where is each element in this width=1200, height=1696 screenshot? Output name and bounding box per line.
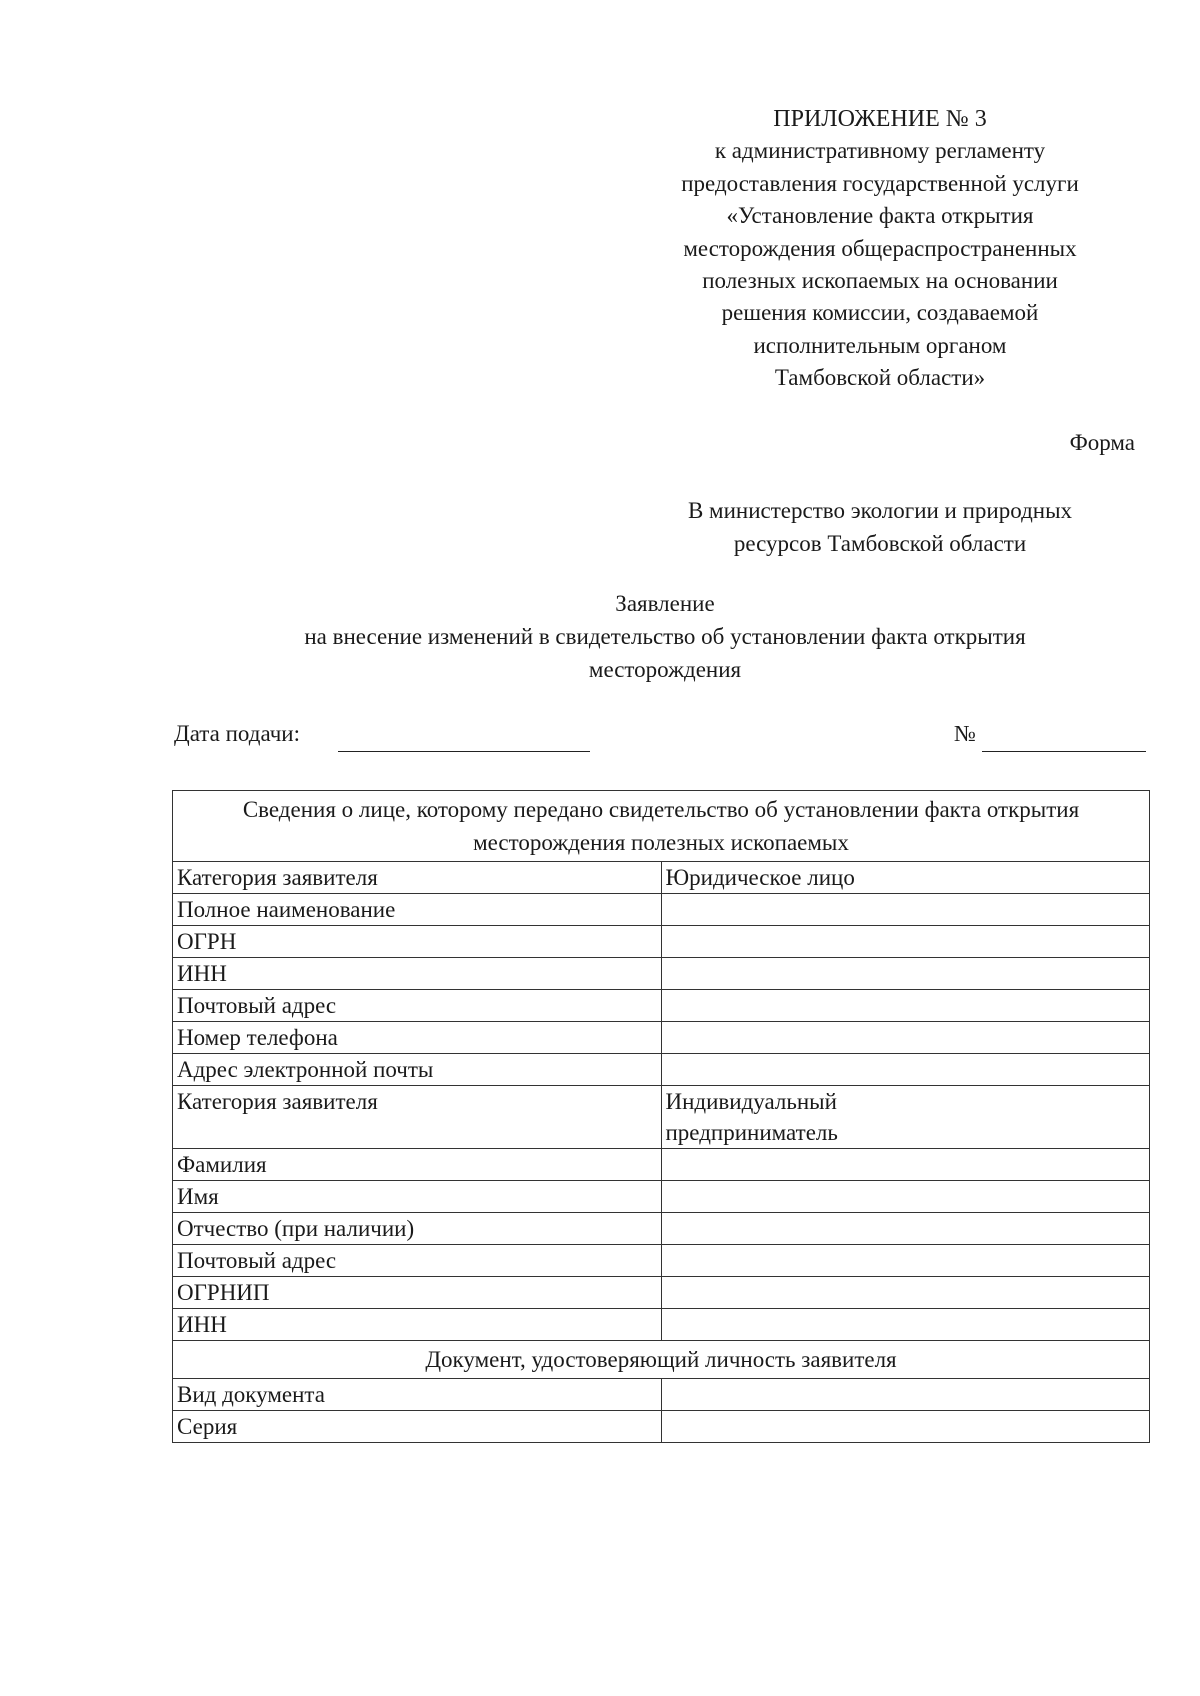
document-title [175,587,1155,686]
addressee-line: ресурсов Тамбовской области [733,531,1027,556]
appendix-heading: ПРИЛОЖЕНИЕ № 3 [773,106,987,132]
number-field[interactable] [982,751,1146,752]
table-row [173,1277,1150,1309]
row-label: Почтовый адрес [173,990,662,1022]
row-label: Фамилия [173,1149,662,1181]
row-value[interactable] [661,1245,1150,1277]
row-value[interactable] [661,958,1150,990]
row-value[interactable] [661,990,1150,1022]
row-label: ИНН [173,1309,662,1341]
row-value[interactable] [661,926,1150,958]
table-row [173,894,1150,926]
category-value-line: Индивидуальный [665,1089,837,1114]
application-form-table [172,790,1150,1443]
table-row [173,1022,1150,1054]
addressee-block [630,494,1130,560]
appendix-line: решения комиссии, создаваемой [721,300,1039,326]
form-label: Форма [1069,430,1135,455]
row-label: Почтовый адрес [173,1245,662,1277]
appendix-line: к административному регламенту [714,138,1046,164]
row-label: Серия [173,1411,662,1443]
appendix-line: предоставления государственной услуги [681,170,1079,196]
row-value[interactable] [661,894,1150,926]
appendix-line: исполнительным органом [753,332,1007,358]
row-value[interactable] [661,1379,1150,1411]
row-label: Полное наименование [173,894,662,926]
table-row [173,1054,1150,1086]
row-label: Категория заявителя [173,862,662,894]
row-value[interactable]: Юридическое лицо [661,862,1150,894]
row-label: Имя [173,1181,662,1213]
number-label: № [954,721,976,746]
table-row [173,1411,1150,1443]
table-row [173,1245,1150,1277]
row-label: Отчество (при наличии) [173,1213,662,1245]
row-value[interactable] [661,1277,1150,1309]
appendix-line: полезных ископаемых на основании [702,268,1058,294]
table-row [173,1213,1150,1245]
table-row [173,958,1150,990]
date-number-row [174,721,1146,761]
row-label: ИНН [173,958,662,990]
appendix-block [630,103,1130,395]
table-row [173,1341,1150,1379]
section-heading: Документ, удостоверяющий личность заявителя [173,1341,1150,1379]
table-row [173,862,1150,894]
row-label: ОГРН [173,926,662,958]
row-value [661,1086,1150,1149]
addressee-line: В министерство экологии и природных [687,498,1073,523]
row-value[interactable] [661,1054,1150,1086]
table-row [173,1309,1150,1341]
row-value[interactable] [661,1213,1150,1245]
row-value[interactable] [661,1181,1150,1213]
section-heading: Сведения о лице, которому передано свидетельство об установлении факта открытия месторождения полезных ископаемых [173,791,1150,862]
row-value[interactable] [661,1309,1150,1341]
table-row [173,791,1150,862]
table-row [173,1086,1150,1149]
table-row [173,1149,1150,1181]
table-row [173,926,1150,958]
appendix-line: месторождения общераспространенных [683,235,1077,261]
category-value-line: предприниматель [665,1120,838,1145]
title-line: месторождения [588,657,742,682]
row-label: Категория заявителя [173,1086,662,1149]
row-value[interactable] [661,1149,1150,1181]
row-value[interactable] [661,1022,1150,1054]
date-label: Дата подачи: [174,721,300,746]
row-value[interactable] [661,1411,1150,1443]
row-label: Вид документа [173,1379,662,1411]
table-row [173,1379,1150,1411]
row-label: Номер телефона [173,1022,662,1054]
row-label: ОГРНИП [173,1277,662,1309]
appendix-line: «Установление факта открытия [726,203,1034,229]
table-row [173,1181,1150,1213]
title-word: Заявление [615,591,715,616]
appendix-line: Тамбовской области» [774,365,986,391]
date-field[interactable] [338,751,590,752]
table-row [173,990,1150,1022]
title-line: на внесение изменений в свидетельство об установлении факта открытия [304,624,1026,649]
row-label: Адрес электронной почты [173,1054,662,1086]
